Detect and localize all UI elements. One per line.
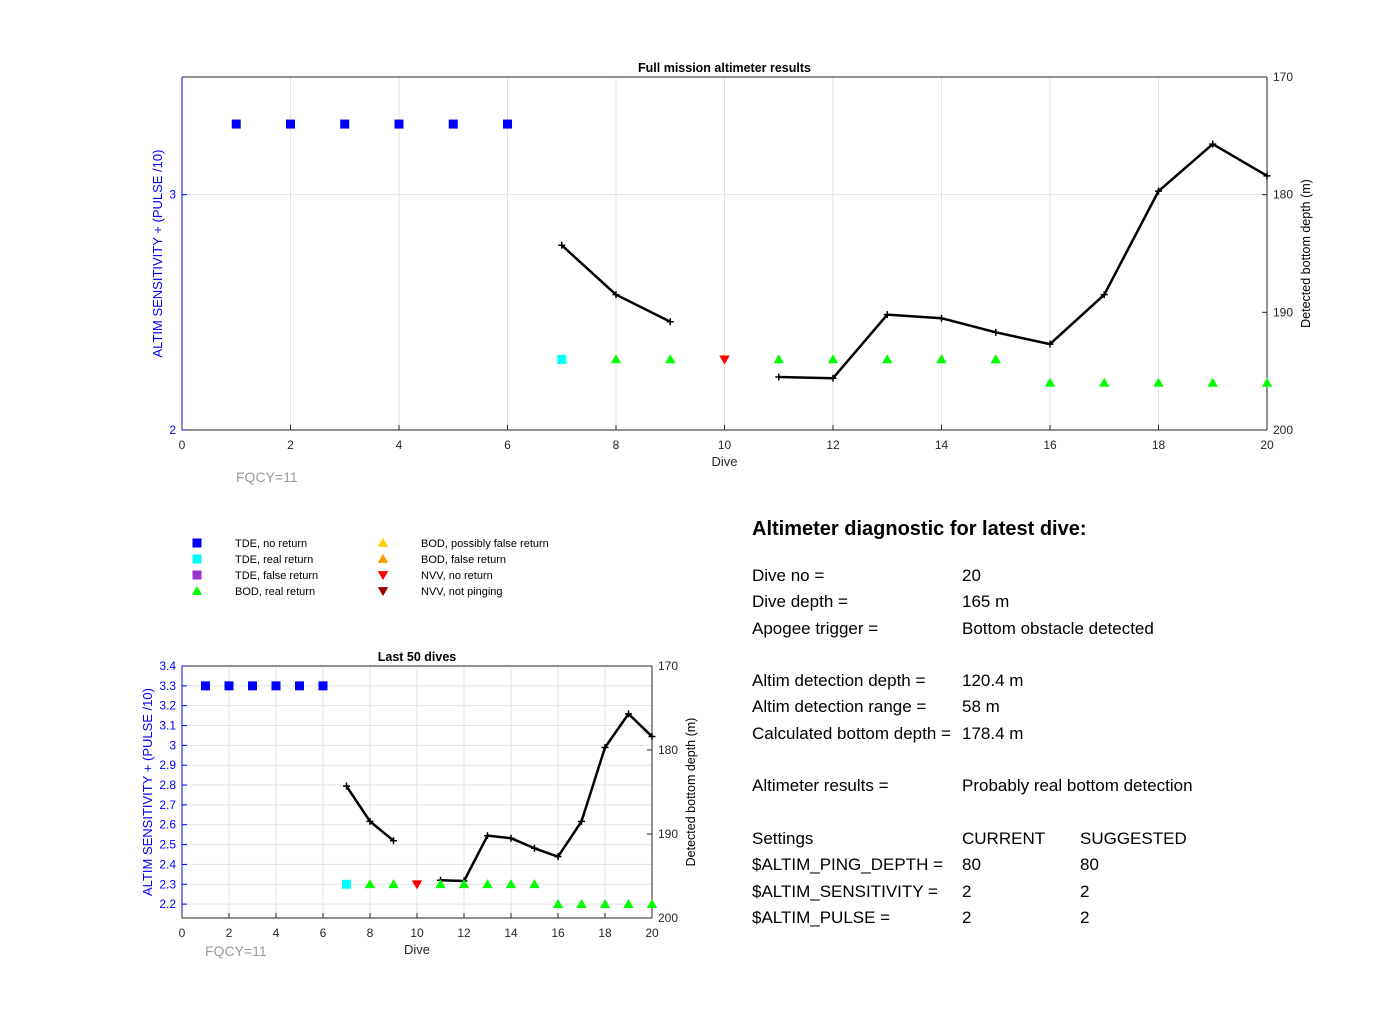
legend-label: BOD, possibly false return [421, 538, 549, 550]
dive-no-row [752, 563, 1372, 589]
detection-range-value: 58 m [962, 697, 1000, 717]
x-tick-label: 6 [504, 438, 511, 452]
results-label: Altimeter results = [752, 776, 889, 796]
y-tick-label: 2.7 [159, 797, 176, 812]
data-point-bod-real-return [553, 899, 563, 908]
data-point-bod-real-return [991, 354, 1001, 363]
data-point-bod-real-return [576, 899, 586, 908]
diagnostic-title: Altimeter diagnostic for latest dive: [752, 518, 1087, 540]
data-point-bod-real-return [600, 899, 610, 908]
data-point-tde-no-return [248, 681, 257, 690]
x-tick-label: 6 [319, 926, 327, 940]
x-axis-label: Dive [711, 454, 738, 469]
data-point-tde-no-return [232, 120, 241, 129]
bottom-depth-point [775, 374, 782, 381]
data-point-tde-real-return [342, 880, 351, 889]
right-tick-label: 200 [658, 911, 679, 925]
sensitivity-label: $ALTIM_SENSITIVITY = [752, 881, 938, 901]
sensitivity-current: 2 [962, 881, 972, 901]
data-point-nvv-no-return [412, 880, 422, 889]
data-point-bod-real-return [1099, 378, 1109, 387]
x-tick-label: 10 [410, 926, 424, 940]
bottom-depth-point [508, 835, 515, 842]
x-tick-label: 10 [717, 438, 732, 452]
detection-depth-value: 120.4 m [962, 671, 1024, 691]
chart-title: Last 50 dives [377, 650, 457, 664]
data-point-tde-no-return [201, 681, 210, 690]
data-point-tde-no-return [225, 681, 234, 690]
pulse-row [752, 905, 1372, 931]
data-point-bod-real-return [774, 354, 784, 363]
y-tick-label: 2 [169, 423, 176, 437]
data-point-tde-no-return [295, 681, 304, 690]
data-point-bod-real-return [1208, 378, 1218, 387]
dive-depth-value: 165 m [962, 592, 1010, 612]
data-point-bod-real-return [611, 354, 621, 363]
legend-label: TDE, no return [235, 538, 308, 550]
y-tick-label: 2.5 [159, 837, 176, 852]
y-tick-label: 3.2 [159, 698, 176, 713]
legend-marker [378, 587, 388, 596]
data-point-bod-real-return [506, 879, 516, 888]
y-tick-label: 2.4 [159, 857, 176, 872]
chart-title: Full mission altimeter results [638, 61, 811, 75]
y-tick-label: 3.3 [159, 678, 176, 693]
chart-1 [140, 650, 698, 959]
y-axis-label: ALTIM SENSITIVITY + (PULSE /10) [140, 688, 155, 896]
x-tick-label: 4 [272, 926, 280, 940]
bottom-depth-point [531, 845, 538, 852]
x-tick-label: 14 [504, 926, 518, 940]
right-tick-label: 170 [658, 659, 679, 673]
x-tick-label: 12 [457, 926, 471, 940]
x-tick-label: 4 [395, 438, 403, 452]
legend-marker [193, 555, 202, 564]
x-tick-label: 2 [225, 926, 233, 940]
data-point-tde-real-return [557, 355, 566, 364]
dive-no-value: 20 [962, 566, 981, 585]
ping-depth-suggested: 80 [1080, 855, 1099, 875]
detection-range-row [752, 694, 1372, 720]
legend-marker [193, 571, 202, 580]
bottom-depth-line [779, 144, 1267, 378]
apogee-label: Apogee trigger = [752, 618, 879, 638]
right-tick-label: 180 [1273, 187, 1294, 202]
bottom-depth-point [938, 315, 945, 322]
y-axis-label: ALTIM SENSITIVITY + (PULSE /10) [150, 149, 165, 358]
detection-depth-label: Altim detection depth = [752, 671, 926, 691]
data-point-tde-no-return [340, 120, 349, 129]
dive-no-label: Dive no = [752, 566, 825, 585]
detection-depth-row [752, 668, 1372, 694]
x-tick-label: 0 [178, 438, 186, 452]
data-point-bod-real-return [623, 899, 633, 908]
x-tick-label: 18 [598, 926, 612, 940]
ping-depth-current: 80 [962, 855, 981, 875]
results-value: Probably real bottom detection [962, 776, 1193, 796]
data-point-bod-real-return [529, 879, 539, 888]
data-point-bod-real-return [882, 354, 892, 363]
x-tick-label: 18 [1151, 438, 1166, 452]
bottom-depth-line [441, 714, 653, 881]
dive-depth-row [752, 589, 1372, 615]
right-axis-label: Detected bottom depth (m) [1299, 179, 1313, 328]
data-point-bod-real-return [482, 879, 492, 888]
y-tick-label: 3 [169, 187, 176, 202]
x-tick-label: 20 [1260, 438, 1274, 452]
x-tick-label: 2 [287, 438, 294, 452]
right-tick-label: 180 [658, 743, 679, 757]
x-tick-label: 20 [645, 926, 659, 940]
x-tick-label: 0 [178, 926, 186, 940]
right-tick-label: 170 [1273, 70, 1294, 84]
sensitivity-suggested: 2 [1080, 881, 1090, 901]
right-axis-label: Detected bottom depth (m) [684, 717, 698, 867]
detection-range-label: Altim detection range = [752, 697, 927, 717]
right-tick-label: 190 [658, 827, 679, 841]
current-header: CURRENT [962, 828, 1046, 848]
bottom-depth-point [992, 329, 999, 336]
apogee-row [752, 616, 1372, 642]
data-point-bod-real-return [1262, 378, 1272, 387]
x-tick-label: 8 [366, 926, 374, 940]
altimeter-diagnostic-panel [752, 518, 1372, 931]
y-tick-label: 2.9 [159, 758, 176, 773]
legend-marker [378, 571, 388, 580]
x-tick-label: 8 [612, 438, 620, 452]
right-tick-label: 200 [1273, 423, 1294, 437]
legend-marker [192, 586, 202, 595]
legend-label: TDE, false return [235, 570, 319, 582]
y-tick-label: 3 [169, 738, 176, 753]
y-tick-label: 3.4 [159, 659, 176, 673]
data-point-bod-real-return [365, 879, 375, 888]
legend-label: TDE, real return [235, 554, 314, 566]
data-point-tde-no-return [319, 681, 328, 690]
y-tick-label: 2.2 [159, 897, 176, 912]
data-point-tde-no-return [395, 120, 404, 129]
data-point-bod-real-return [647, 899, 657, 908]
calculated-depth-row [752, 721, 1372, 747]
y-tick-label: 2.3 [159, 877, 176, 892]
dive-depth-label: Dive depth = [752, 592, 848, 612]
data-point-bod-real-return [1045, 378, 1055, 387]
data-point-bod-real-return [665, 354, 675, 363]
legend-label: BOD, false return [421, 554, 506, 566]
data-point-bod-real-return [1153, 378, 1163, 387]
legend-label: NVV, not pinging [421, 586, 503, 598]
suggested-header: SUGGESTED [1080, 828, 1187, 848]
x-tick-label: 16 [1043, 438, 1057, 452]
fqcy-annotation: FQCY=11 [205, 943, 267, 959]
data-point-tde-no-return [503, 120, 512, 129]
results-row [752, 773, 1372, 799]
y-tick-label: 3.1 [159, 718, 176, 733]
y-tick-label: 2.6 [159, 817, 176, 832]
apogee-value: Bottom obstacle detected [962, 618, 1154, 638]
settings-label: Settings [752, 828, 814, 848]
right-tick-label: 190 [1273, 305, 1294, 320]
legend-marker [378, 554, 388, 563]
legend-marker [193, 539, 202, 548]
calculated-depth-value: 178.4 m [962, 723, 1024, 743]
x-tick-label: 12 [826, 438, 840, 452]
data-point-tde-no-return [449, 120, 458, 129]
pulse-label: $ALTIM_PULSE = [752, 907, 891, 927]
settings-header-row [752, 826, 1372, 852]
ping-depth-label: $ALTIM_PING_DEPTH = [752, 855, 943, 875]
x-axis-label: Dive [403, 942, 431, 957]
data-point-bod-real-return [936, 354, 946, 363]
chart-0 [150, 61, 1313, 485]
x-tick-label: 14 [934, 438, 949, 452]
data-point-tde-no-return [272, 681, 281, 690]
data-point-bod-real-return [828, 354, 838, 363]
legend-label: BOD, real return [235, 586, 316, 598]
data-point-nvv-no-return [719, 356, 729, 365]
y-tick-label: 2.8 [159, 778, 176, 793]
data-point-bod-real-return [388, 879, 398, 888]
x-tick-label: 16 [551, 926, 565, 940]
data-point-tde-no-return [286, 120, 295, 129]
ping-depth-row [752, 852, 1372, 878]
legend-marker [378, 538, 388, 547]
fqcy-annotation: FQCY=11 [236, 469, 298, 485]
pulse-suggested: 2 [1080, 907, 1090, 927]
sensitivity-row [752, 879, 1372, 905]
legend-label: NVV, no return [421, 570, 493, 582]
pulse-current: 2 [962, 907, 972, 927]
calculated-depth-label: Calculated bottom depth = [752, 723, 951, 743]
legend [192, 538, 549, 598]
